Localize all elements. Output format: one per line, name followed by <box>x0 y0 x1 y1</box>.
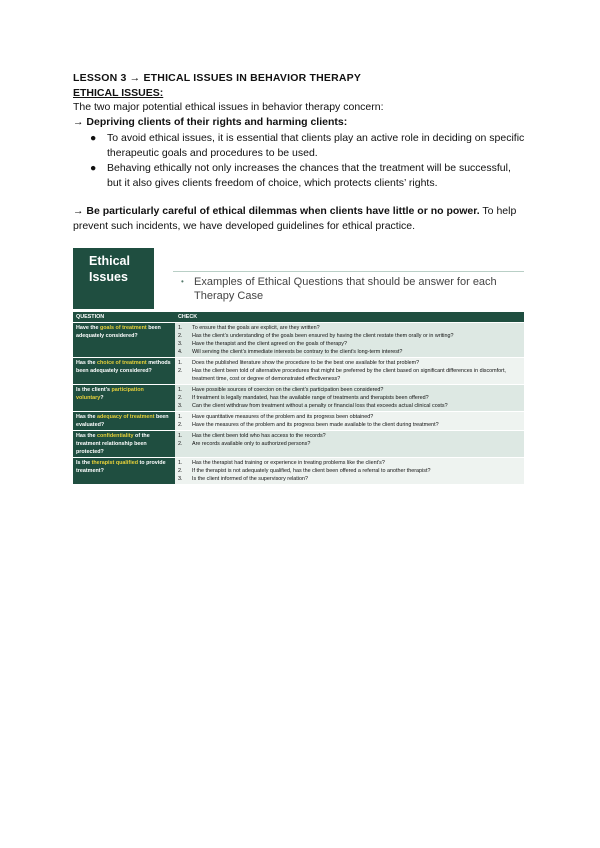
check-number: 1. <box>178 360 183 366</box>
slide-image <box>73 248 524 500</box>
column-header-question: QUESTION <box>73 312 175 323</box>
check-item <box>178 432 521 440</box>
check-number: 1. <box>178 325 183 331</box>
bullet-text: To avoid ethical issues, it is essential that clients play an active role in deciding on specific therapeutic goals and procedures to be used. <box>107 132 525 159</box>
check-item <box>178 386 521 394</box>
slide-header-line: Issues <box>89 270 128 284</box>
question-cell <box>73 458 175 485</box>
check-item <box>178 394 521 402</box>
check-item <box>178 359 521 367</box>
check-number: 2. <box>178 441 183 447</box>
check-number: 1. <box>178 433 183 439</box>
check-text: Has the client been told of alternative procedures that might be preferred by the client based on significant differences in discomfort, treatment time, cost or degree of demonstrated effectiveness? <box>192 368 506 382</box>
lesson-title: LESSON 3 → ETHICAL ISSUES IN BEHAVIOR THERAPY <box>73 72 362 84</box>
caution-rest: To help prevent such incidents, we have developed guidelines for ethical practice. <box>73 205 517 232</box>
question-text: Have the <box>76 325 100 331</box>
check-text: Is the client informed of the supervisory relation? <box>192 476 308 482</box>
check-text: Has the therapist had training or experience in treating problems like the client’s? <box>192 460 385 466</box>
table-header-row <box>73 312 524 323</box>
bullet-text: Behaving ethically not only increases the chances that the treatment will be successful, but it also gives clients freedom of choice, which protects clients’ rights. <box>107 162 511 189</box>
caution-bold: → Be particularly careful of ethical dilemmas when clients have little or no power. <box>73 205 480 217</box>
check-cell <box>175 385 524 412</box>
check-item <box>178 332 521 340</box>
question-text: been evaluated? <box>76 414 169 428</box>
slide-header-line: Ethical <box>89 254 130 268</box>
check-number: 2. <box>178 368 183 374</box>
slide-bullet-icon: • <box>181 277 184 286</box>
check-cell <box>175 412 524 431</box>
check-item <box>178 402 521 410</box>
check-item <box>178 475 521 483</box>
list-item <box>90 161 525 191</box>
question-highlight: participation voluntary <box>76 387 144 401</box>
check-cell <box>175 431 524 458</box>
question-cell <box>73 323 175 358</box>
table-row <box>73 323 524 358</box>
question-text: Has the <box>76 433 97 439</box>
check-item <box>178 440 521 448</box>
check-number: 3. <box>178 403 183 409</box>
sub-heading: → Depriving clients of their rights and harming clients: <box>73 116 348 128</box>
table-row <box>73 431 524 458</box>
intro-paragraph: The two major potential ethical issues in behavior therapy concern: <box>73 101 384 113</box>
question-highlight: goals of treatment <box>99 325 147 331</box>
check-text: Has the client’s understanding of the goals been ensured by having the client restate them orally or in writing? <box>192 333 454 339</box>
check-text: Has the client been told who has access to the records? <box>192 433 326 439</box>
check-number: 1. <box>178 387 183 393</box>
check-text: If treatment is legally mandated, has the available range of treatments and therapists been offered? <box>192 395 429 401</box>
check-item <box>178 348 521 356</box>
slide-header-box <box>73 248 154 309</box>
check-number: 3. <box>178 476 183 482</box>
table-row <box>73 412 524 431</box>
question-text: been adequately considered? <box>76 325 161 339</box>
question-text: Is the <box>76 460 92 466</box>
check-number: 2. <box>178 333 183 339</box>
table-row <box>73 358 524 385</box>
bullet-icon: ● <box>90 132 97 144</box>
check-text: Does the published literature show the procedure to be the best one available for that problem? <box>192 360 420 366</box>
check-text: Have possible sources of coercion on the client’s participation been considered? <box>192 387 384 393</box>
check-number: 2. <box>178 422 183 428</box>
check-item <box>178 367 521 383</box>
check-cell <box>175 323 524 358</box>
check-item <box>178 459 521 467</box>
question-cell <box>73 385 175 412</box>
check-text: Are records available only to authorized persons? <box>192 441 311 447</box>
table-row <box>73 458 524 485</box>
bullet-icon: ● <box>90 162 97 174</box>
question-text: ? <box>100 395 104 401</box>
question-text: Has the <box>76 360 97 366</box>
check-number: 2. <box>178 468 183 474</box>
slide-header-title <box>89 253 130 285</box>
check-number: 1. <box>178 460 183 466</box>
section-heading: ETHICAL ISSUES: <box>73 87 164 99</box>
check-number: 1. <box>178 414 183 420</box>
question-text: to provide treatment? <box>76 460 166 474</box>
column-header-check: CHECK <box>175 312 524 323</box>
check-text: Have quantitative measures of the problem and its progress been obtained? <box>192 414 374 420</box>
question-cell <box>73 431 175 458</box>
check-number: 3. <box>178 341 183 347</box>
question-cell <box>73 358 175 385</box>
check-item <box>178 467 521 475</box>
slide-divider <box>173 271 524 272</box>
question-cell <box>73 412 175 431</box>
question-highlight: adequacy of treatment <box>96 414 155 420</box>
check-text: If the therapist is not adequately qualified, has the client been offered a referral to another therapist? <box>192 468 431 474</box>
check-text: Will serving the client’s immediate interests be contrary to the client’s long-term interest? <box>192 349 403 355</box>
question-text: Is the client’s <box>76 387 112 393</box>
list-item <box>90 131 525 161</box>
question-text: of the treatment relationship been protected? <box>76 433 150 455</box>
check-item <box>178 340 521 348</box>
table-row <box>73 385 524 412</box>
question-highlight: confidentiality <box>96 433 134 439</box>
check-cell <box>175 458 524 485</box>
question-text: Has the <box>76 414 97 420</box>
caution-paragraph <box>73 204 533 234</box>
check-item <box>178 421 521 429</box>
check-number: 4. <box>178 349 183 355</box>
check-cell <box>175 358 524 385</box>
check-item <box>178 324 521 332</box>
check-text: To ensure that the goals are explicit, are they written? <box>192 325 320 331</box>
question-highlight: therapist qualified <box>91 460 139 466</box>
check-text: Have the therapist and the client agreed on the goals of therapy? <box>192 341 347 347</box>
check-text: Have the measures of the problem and its progress been made available to the client during treatment? <box>192 422 439 428</box>
question-text: methods been adequately considered? <box>76 360 171 374</box>
check-item <box>178 413 521 421</box>
questions-table <box>73 312 524 484</box>
question-highlight: choice of treatment <box>96 360 147 366</box>
slide-subtitle: Examples of Ethical Questions that should be answer for each Therapy Case <box>194 276 497 302</box>
bullet-list <box>90 131 525 191</box>
check-text: Can the client withdraw from treatment without a penalty or financial loss that exceeds actual clinical costs? <box>192 403 448 409</box>
check-number: 2. <box>178 395 183 401</box>
